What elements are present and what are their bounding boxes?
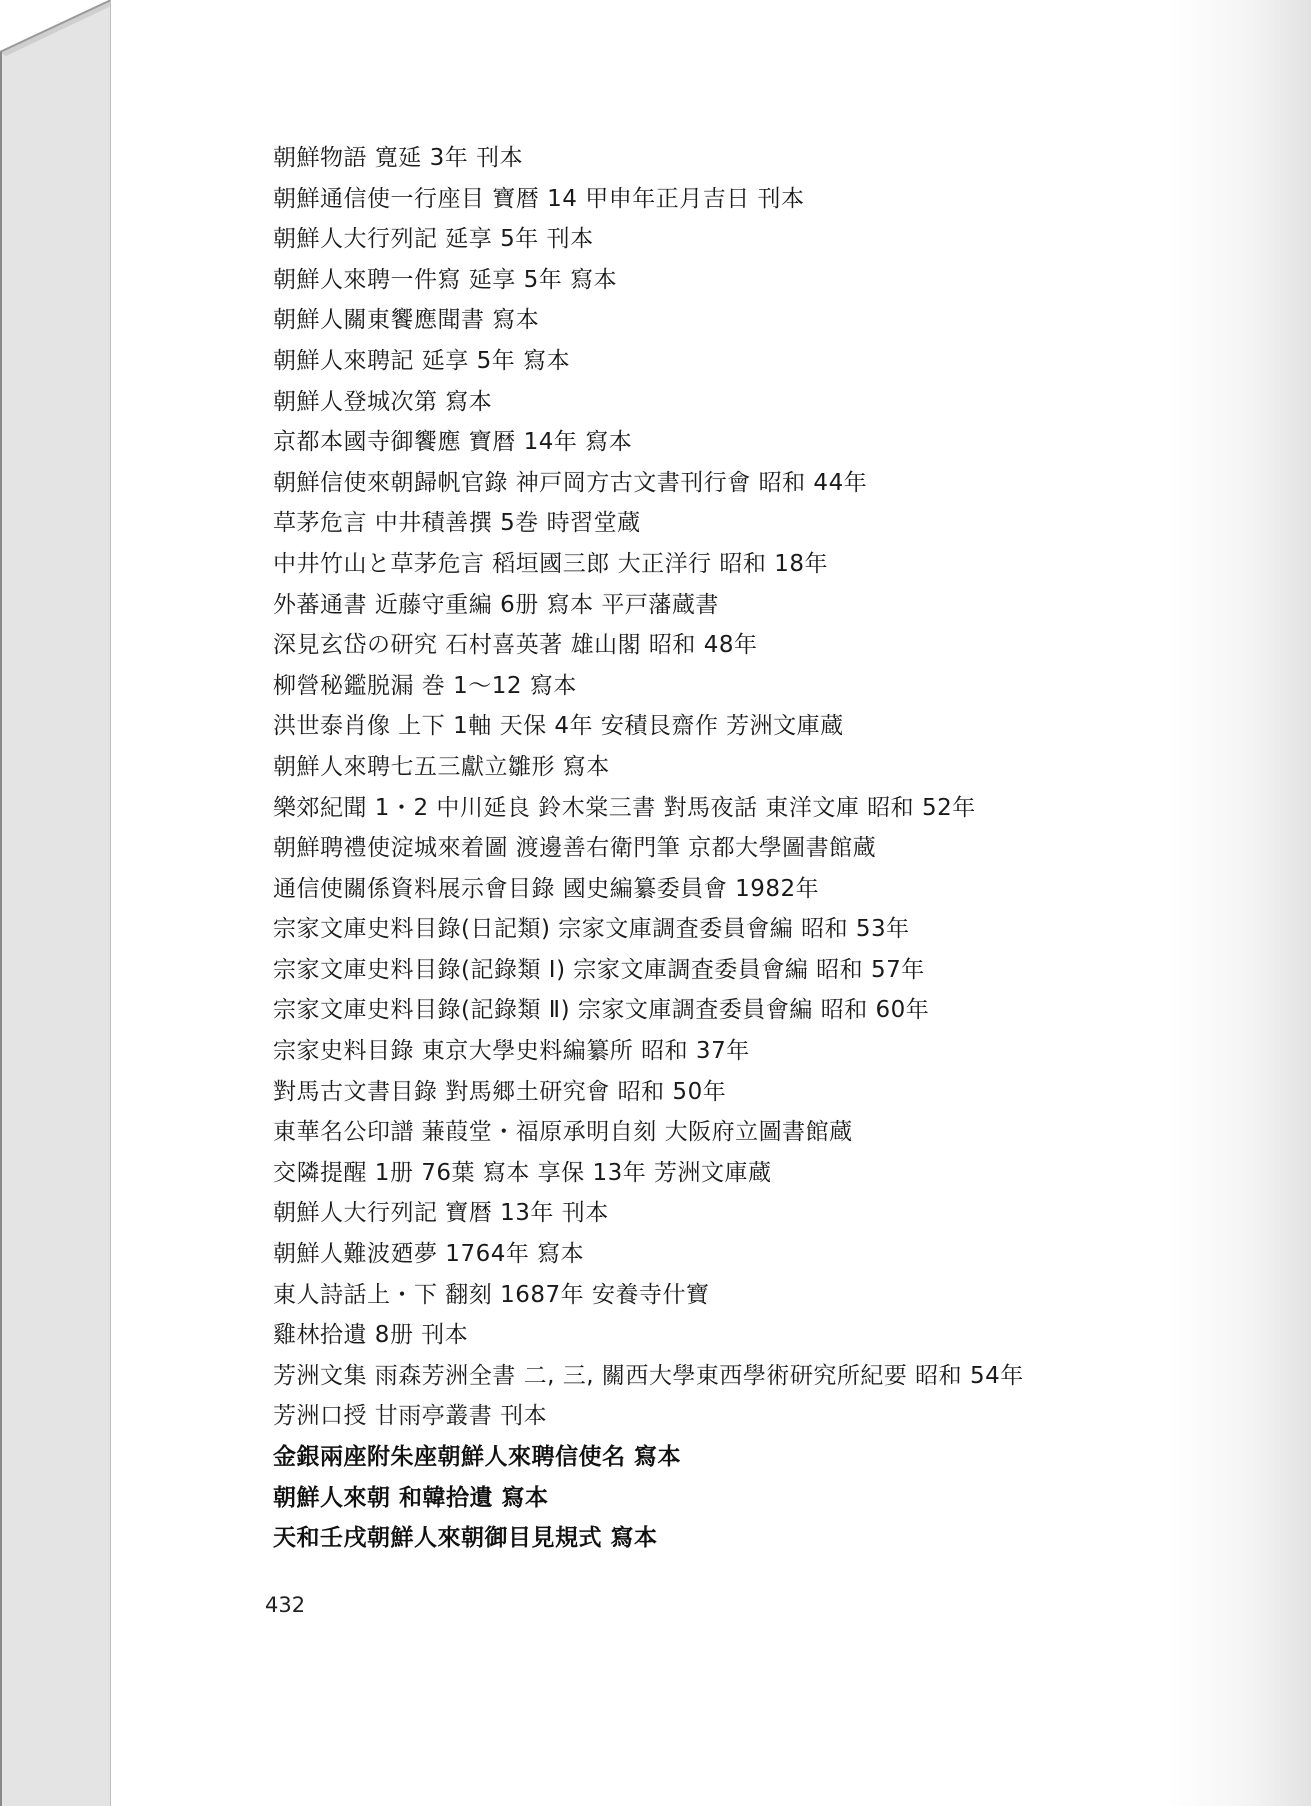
bibliography-entry: 芳洲口授 甘雨亭叢書 刊本 [273,1403,548,1430]
bibliography-entry: 交隣提醒 1册 76葉 寫本 享保 13年 芳洲文庫蔵 [273,1159,772,1186]
bibliography-entry: 朝鮮通信使一行座目 寶暦 14 甲申年正月吉日 刊本 [273,185,805,212]
bibliography-entry: 中井竹山と草茅危言 稻垣國三郎 大正洋行 昭和 18年 [273,550,829,577]
bibliography-entry: 天和壬戌朝鮮人來朝御目見規式 寫本 [273,1525,658,1552]
bibliography-entry: 草茅危言 中井積善撰 5巻 時習堂蔵 [273,510,641,537]
bibliography-entry: 宗家文庫史料目錄(記錄類 Ⅰ) 宗家文庫調査委員會編 昭和 57年 [273,956,925,983]
bibliography-entry: 東華名公印譜 蒹葭堂・福原承明自刻 大阪府立圖書館蔵 [273,1119,853,1146]
page-number: 432 [265,1593,306,1617]
bibliography-entry: 柳營秘鑑脱漏 巻 1〜12 寫本 [273,672,577,699]
bibliography-entry: 京都本國寺御饗應 寶暦 14年 寫本 [273,429,633,456]
bibliography-entry: 深見玄岱の研究 石村喜英著 雄山閣 昭和 48年 [273,632,758,659]
bibliography-entry: 外蕃通書 近藤守重編 6册 寫本 平戸藩蔵書 [273,591,719,618]
bibliography-entry: 通信使關係資料展示會目錄 國史編纂委員會 1982年 [273,875,820,902]
bibliography-entry: 朝鮮聘禮使淀城來着圖 渡邊善右衛門筆 京都大學圖書館蔵 [273,835,877,862]
bibliography-entry: 朝鮮物語 寛延 3年 刊本 [273,145,524,171]
bibliography-entry: 芳洲文集 雨森芳洲全書 二, 三, 關西大學東西學術研究所紀要 昭和 54年 [273,1362,1024,1389]
bibliography-entry: 朝鮮人大行列記 延享 5年 刊本 [273,226,594,253]
bibliography-list [273,138,1024,1559]
bibliography-entry: 朝鮮人來聘一件寫 延享 5年 寫本 [273,266,618,293]
bibliography-entry: 朝鮮人來聘七五三獻立雛形 寫本 [273,753,610,780]
bibliography-entry: 朝鮮人關東饗應聞書 寫本 [273,307,540,334]
bibliography-entry: 雞林拾遺 8册 刊本 [273,1322,469,1349]
bibliography-entry: 東人詩話上・下 翻刻 1687年 安養寺什寶 [273,1281,710,1308]
bibliography-entry: 樂郊紀聞 1・2 中川延良 鈴木棠三書 對馬夜話 東洋文庫 昭和 52年 [273,794,976,821]
bibliography-entry: 宗家文庫史料目錄(記錄類 Ⅱ) 宗家文庫調査委員會編 昭和 60年 [273,997,930,1024]
bibliography-entry: 宗家文庫史料目錄(日記類) 宗家文庫調査委員會編 昭和 53年 [273,916,910,943]
bibliography-entry: 朝鮮人登城次第 寫本 [273,388,493,415]
bibliography-entry: 朝鮮信使來朝歸帆官錄 神戸岡方古文書刊行會 昭和 44年 [273,469,868,496]
bibliography-entry: 朝鮮人大行列記 寶暦 13年 刊本 [273,1200,609,1227]
bibliography-entry: 朝鮮人難波廼夢 1764年 寫本 [273,1241,585,1268]
bibliography-entry: 洪世泰肖像 上下 1軸 天保 4年 安積艮齋作 芳洲文庫蔵 [273,713,844,740]
bibliography-entry: 對馬古文書目錄 對馬郷土研究會 昭和 50年 [273,1078,727,1105]
bibliography-entry: 宗家史料目錄 東京大學史料編纂所 昭和 37年 [273,1038,750,1065]
bibliography-entry: 朝鮮人來朝 和韓拾遺 寫本 [273,1484,549,1511]
bibliography-entry: 朝鮮人來聘記 延享 5年 寫本 [273,347,571,374]
bibliography-entry: 金銀兩座附朱座朝鮮人來聘信使名 寫本 [273,1444,682,1470]
